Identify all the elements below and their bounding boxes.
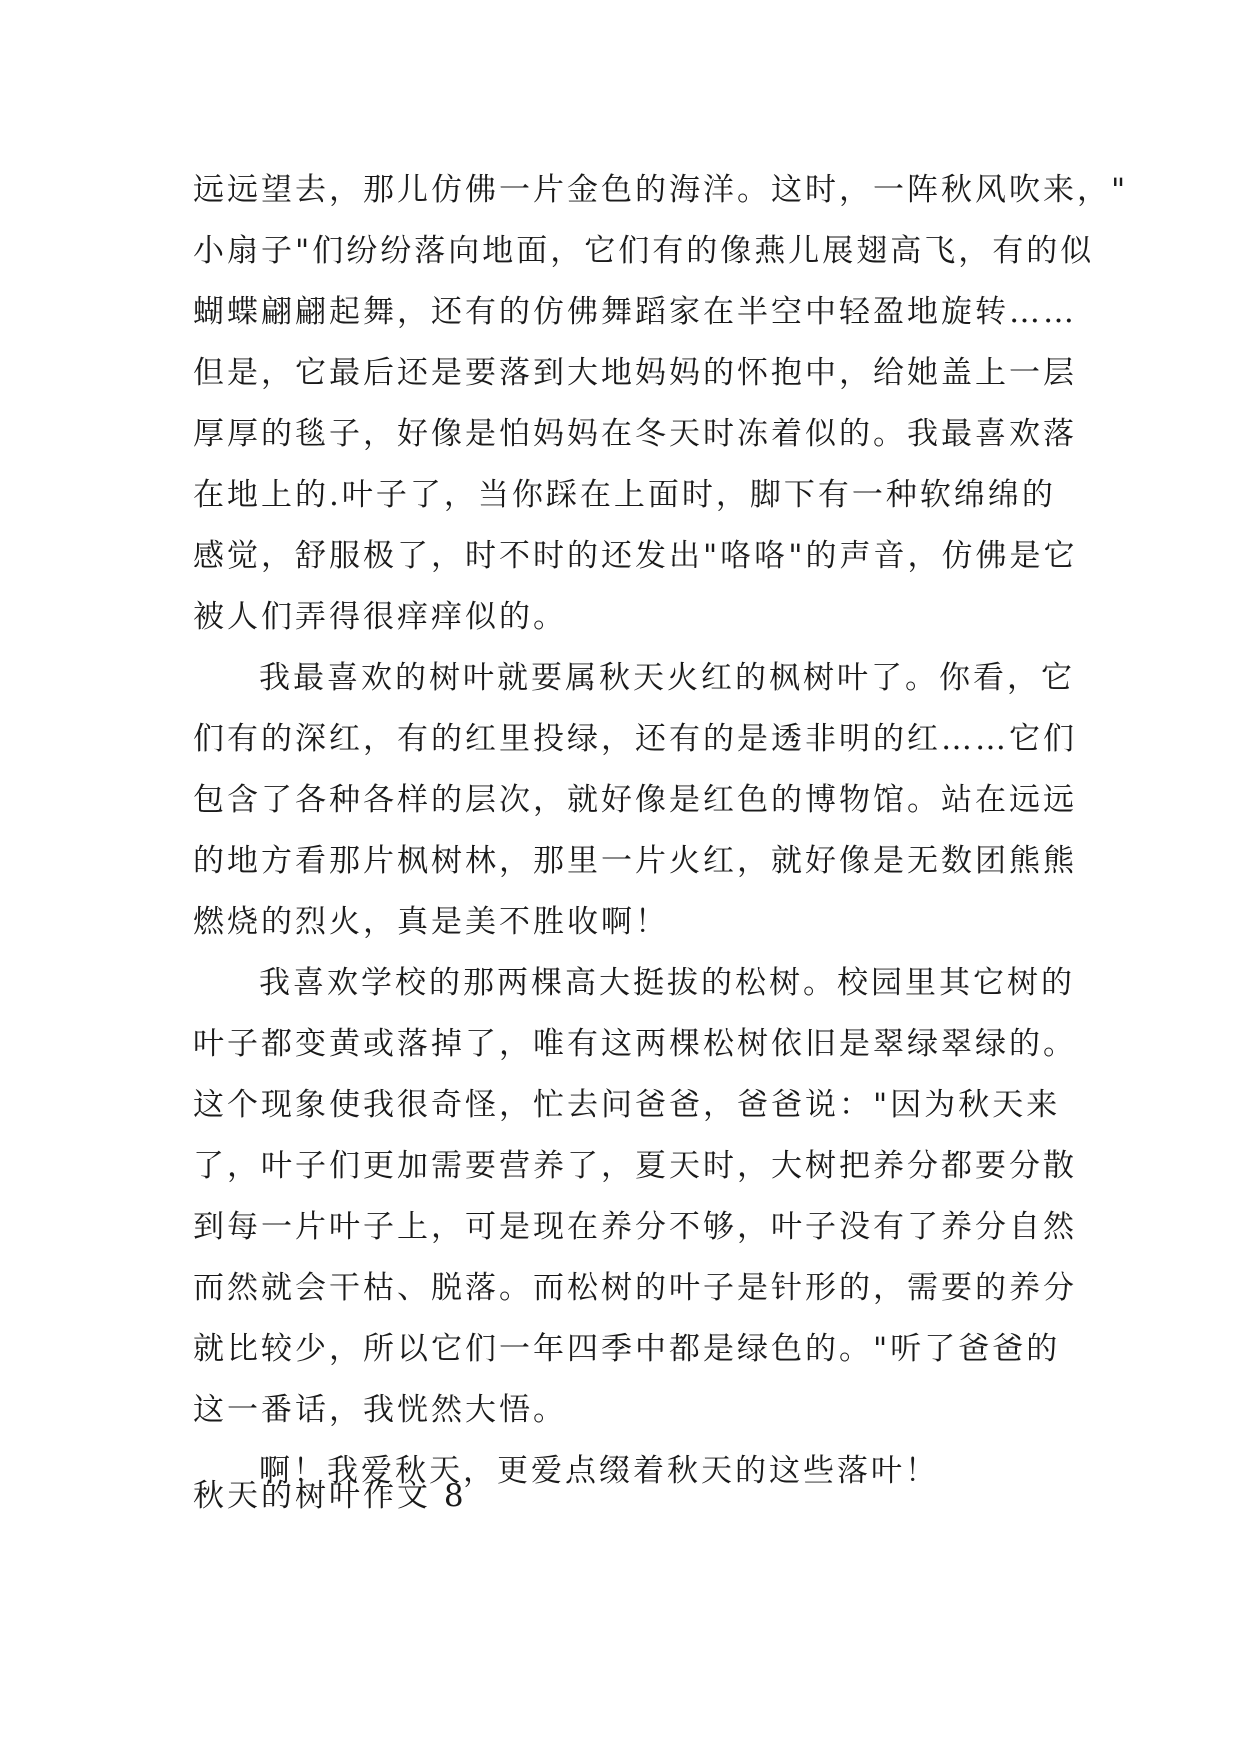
text-line: 了，叶子们更加需要营养了，夏天时，大树把养分都要分散 (193, 1148, 1077, 1184)
text-line: 但是，它最后还是要落到大地妈妈的怀抱中，给她盖上一层 (193, 355, 1077, 391)
section-heading: 秋天的树叶作文 8 (193, 1478, 467, 1514)
essay-body (193, 160, 1129, 1502)
text-line: 被人们弄得很痒痒似的。 (193, 599, 567, 635)
text-line: 这一番话，我恍然大悟。 (193, 1392, 567, 1428)
text-line: 感觉，舒服极了，时不时的还发出"咯咯"的声音，仿佛是它 (193, 538, 1078, 574)
text-line: 包含了各种各样的层次，就好像是红色的博物馆。站在远远 (193, 782, 1077, 818)
text-line: 远远望去，那儿仿佛一片金色的海洋。这时，一阵秋风吹来，" (193, 172, 1129, 208)
text-line: 的地方看那片枫树林，那里一片火红，就好像是无数团熊熊 (193, 843, 1077, 879)
text-line: 到每一片叶子上，可是现在养分不够，叶子没有了养分自然 (193, 1209, 1077, 1245)
paragraph-start-line: 我最喜欢的树叶就要属秋天火红的枫树叶了。你看，它 (259, 660, 1075, 696)
paragraph-start-line: 啊！我爱秋天，更爱点缀着秋天的这些落叶！ (259, 1453, 939, 1489)
text-line: 小扇子"们纷纷落向地面，它们有的像燕儿展翅高飞，有的似 (193, 233, 1095, 269)
text-line: 在地上的.叶子了，当你踩在上面时，脚下有一种软绵绵的 (193, 477, 1056, 513)
text-line: 叶子都变黄或落掉了，唯有这两棵松树依旧是翠绿翠绿的。 (193, 1026, 1077, 1062)
text-line: 燃烧的烈火，真是美不胜收啊！ (193, 904, 669, 940)
text-line: 厚厚的毯子，好像是怕妈妈在冬天时冻着似的。我最喜欢落 (193, 416, 1077, 452)
text-line: 这个现象使我很奇怪，忙去问爸爸，爸爸说："因为秋天来 (193, 1087, 1061, 1123)
text-line: 就比较少，所以它们一年四季中都是绿色的。"听了爸爸的 (193, 1331, 1061, 1367)
paragraph-start-line: 我喜欢学校的那两棵高大挺拔的松树。校园里其它树的 (259, 965, 1075, 1001)
text-line: 而然就会干枯、脱落。而松树的叶子是针形的，需要的养分 (193, 1270, 1077, 1306)
text-line: 们有的深红，有的红里投绿，还有的是透非明的红……它们 (193, 721, 1077, 757)
text-line: 蝴蝶翩翩起舞，还有的仿佛舞蹈家在半空中轻盈地旋转…… (193, 294, 1077, 330)
